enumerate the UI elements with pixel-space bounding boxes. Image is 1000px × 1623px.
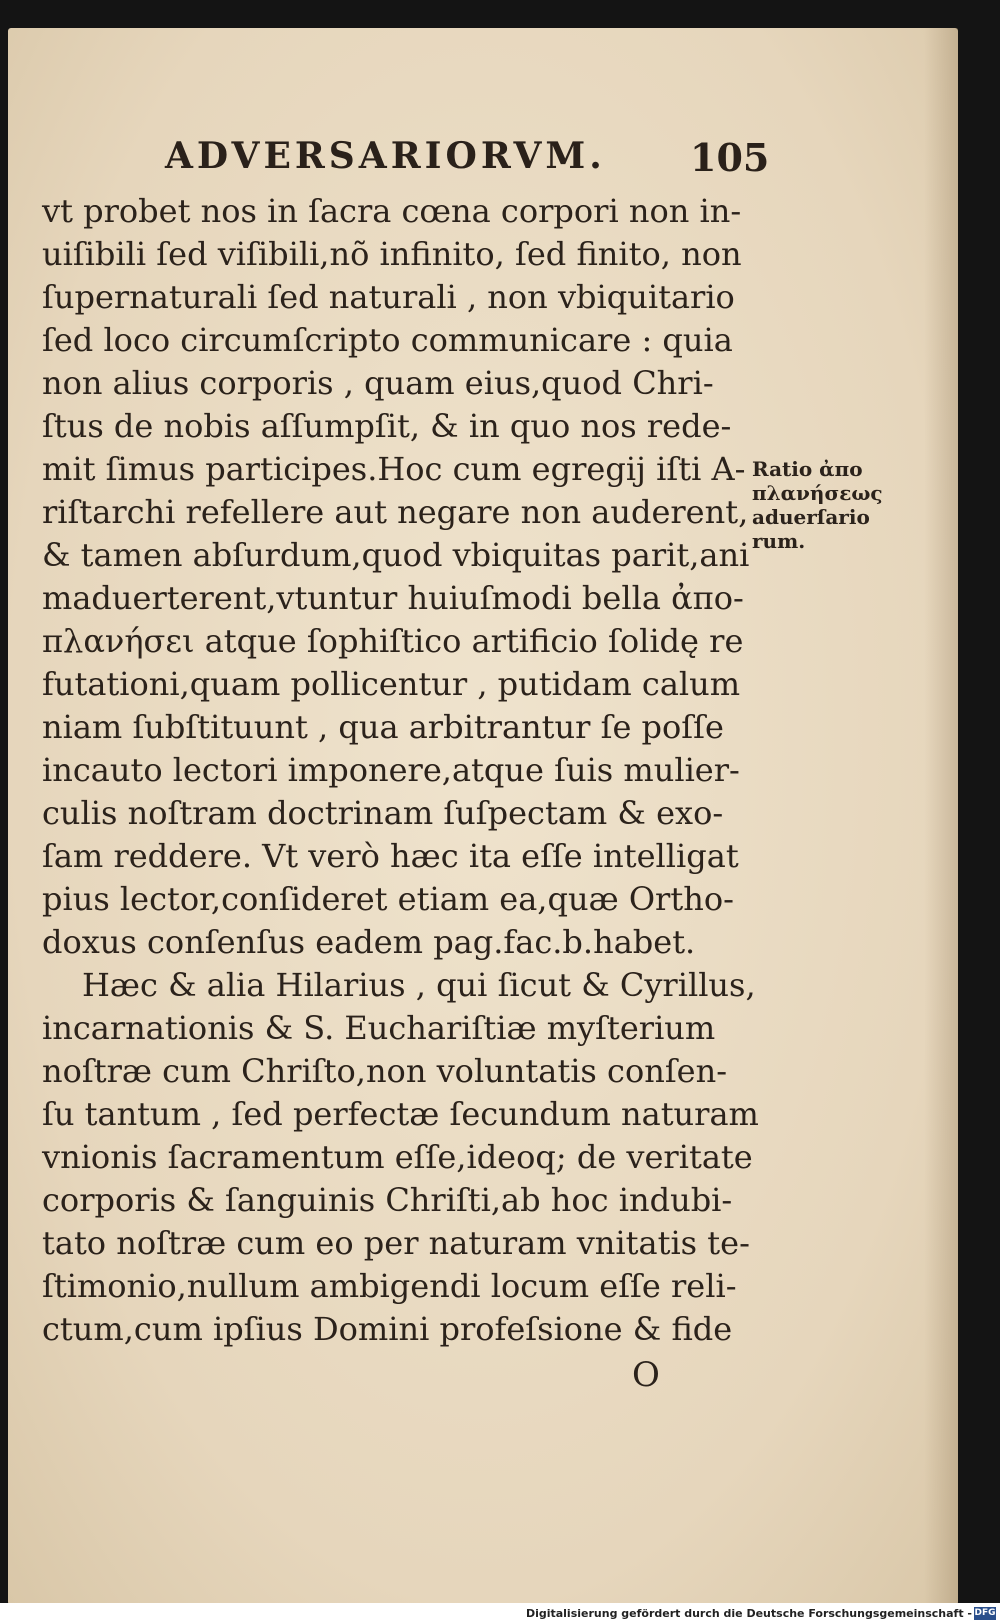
text-line: & tamen abſurdum,quod vbiquitas parit,ani — [42, 536, 750, 574]
running-title: ADVERSARIORVM. — [165, 135, 606, 177]
text-line: ctum,cum ipſius Domini profeſsione & fide — [42, 1310, 733, 1348]
text-line: ſtimonio,nullum ambigendi locum eſſe reli- — [42, 1267, 737, 1305]
text-line: non alius corporis , quam eius,quod Chri- — [42, 364, 714, 402]
digitization-credit: Digitalisierung gefördert durch die Deutsche Forschungsgemeinschaft - — [525, 1607, 972, 1620]
footer-bar — [0, 1603, 1000, 1623]
text-line: ſu tantum , ſed perfectæ ſecundum naturam — [42, 1095, 759, 1133]
margin-note-line: Ratio ἀπο — [752, 457, 863, 481]
text-line: vnionis ſacramentum eſſe,ideoq; de veritate — [42, 1138, 753, 1176]
text-line: incarnationis & S. Euchariſtiæ myſterium — [42, 1009, 716, 1047]
body-text — [42, 190, 759, 1351]
text-line: maduerterent,vtuntur huiuſmodi bella ἀπο- — [42, 579, 744, 617]
text-line: Hæc & alia Hilarius , qui ſicut & Cyrillus, — [82, 966, 756, 1004]
text-line: uiſibili ſed viſibili,nõ infinito, ſed finito, non — [42, 235, 742, 273]
text-line: ſtus de nobis aſſumpſit, & in quo nos rede- — [42, 407, 732, 445]
text-line: culis noſtram doctrinam ſuſpectam & exo- — [42, 794, 724, 832]
page-number: 105 — [690, 135, 770, 180]
text-line: ſupernaturali ſed naturali , non vbiquitario — [42, 278, 735, 316]
margin-note-line: πλανήσεως — [752, 481, 883, 505]
text-line: vt probet nos in ſacra cœna corpori non in- — [42, 192, 742, 230]
dfg-logo: DFG — [974, 1608, 996, 1618]
text-line: doxus conſenſus eadem pag.fac.b.habet. — [42, 923, 696, 961]
text-line: πλανήσει atque ſophiſtico artificio ſolidę re — [42, 622, 744, 660]
page-header — [165, 135, 770, 185]
margin-note — [752, 457, 883, 553]
margin-note-line: rum. — [752, 529, 806, 553]
text-line: ſam reddere. Vt verò hæc ita eſſe intelligat — [42, 837, 739, 875]
text-line: riſtarchi refellere aut negare non auderent, — [42, 493, 749, 531]
text-line: mit ſimus participes.Hoc cum egregij iſti A- — [42, 450, 746, 488]
text-line: ſed loco circumſcripto communicare : quia — [42, 321, 733, 359]
text-line: noſtræ cum Chriſto,non voluntatis conſen- — [42, 1052, 728, 1090]
page-edge-shadow — [924, 28, 958, 1605]
text-line: corporis & ſanguinis Chriſti,ab hoc indubi- — [42, 1181, 733, 1219]
text-line: pius lector,conſideret etiam ea,quæ Ortho- — [42, 880, 734, 918]
text-line: niam ſubſtituunt , qua arbitrantur ſe poſſe — [42, 708, 724, 746]
text-line: futationi,quam pollicentur , putidam calum — [42, 665, 741, 703]
text-line: incauto lectori imponere,atque ſuis mulier- — [42, 751, 740, 789]
text-line: tato noſtræ cum eo per naturam vnitatis te- — [42, 1224, 750, 1262]
catchword: O — [632, 1355, 660, 1395]
margin-note-line: aduerſario — [752, 505, 870, 529]
